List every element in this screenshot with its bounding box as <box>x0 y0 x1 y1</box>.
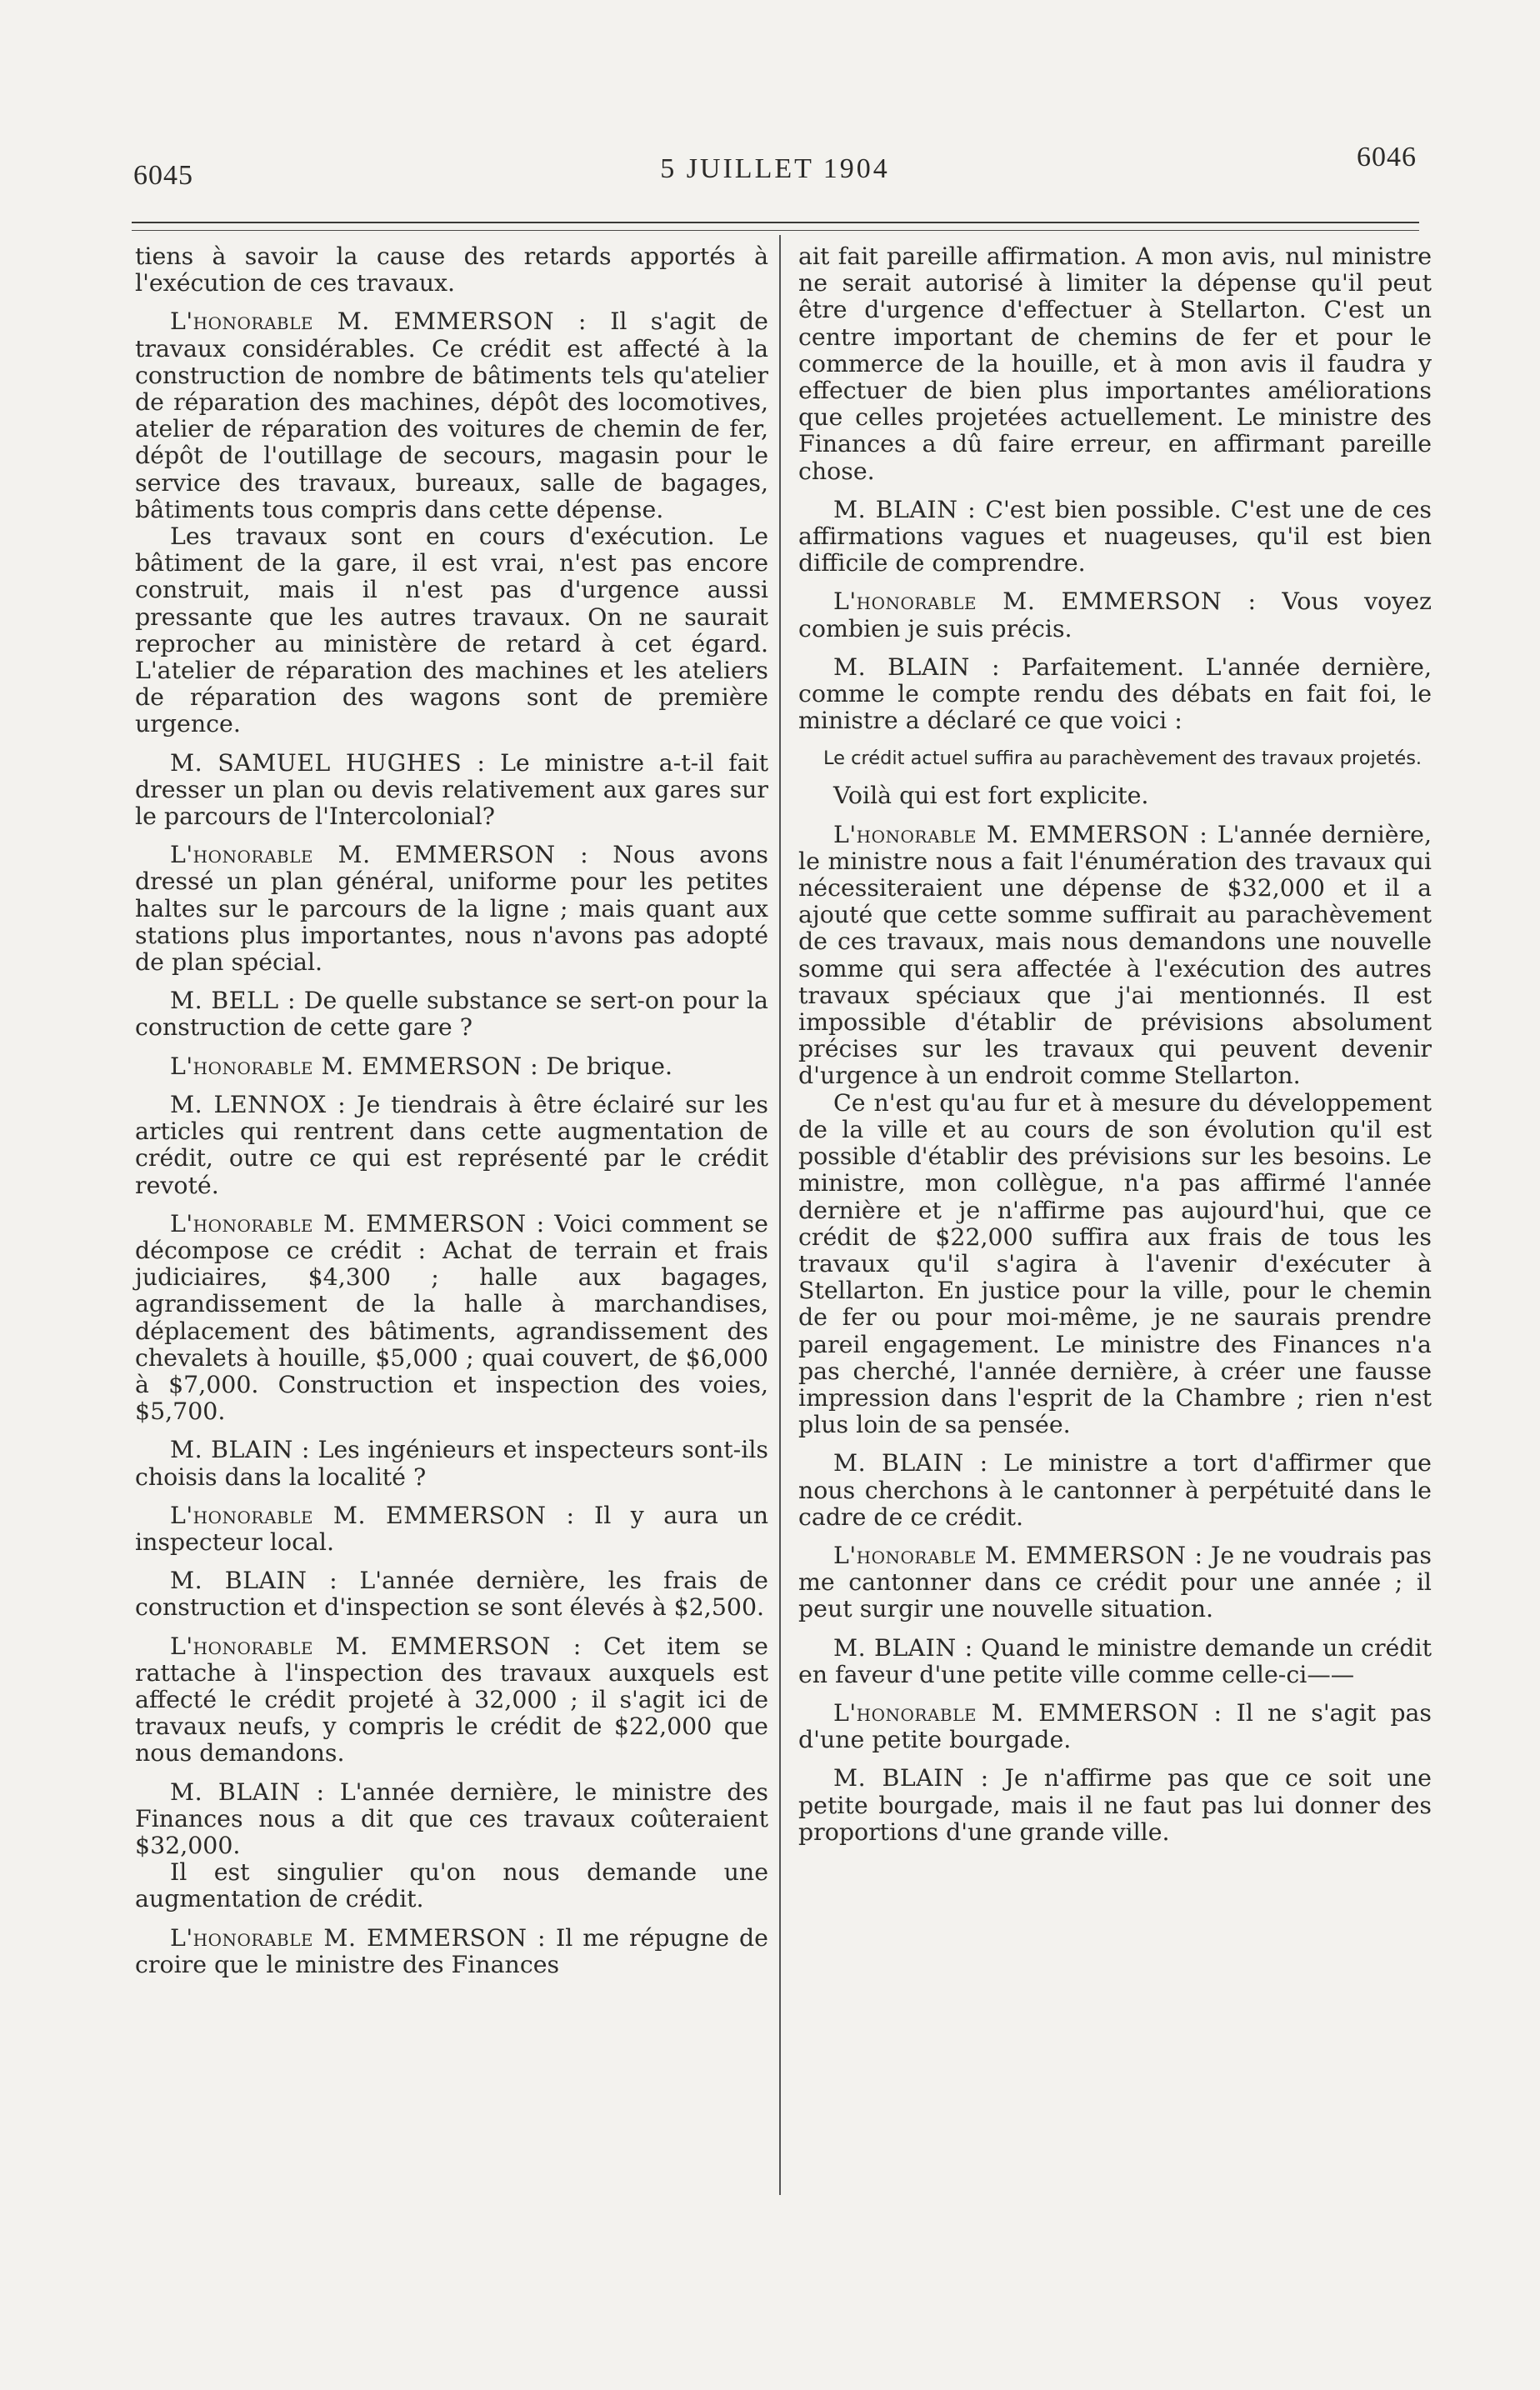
column-divider <box>779 235 781 2195</box>
paragraph: ait fait pareille affirmation. A mon avis, nul ministre ne serait autorisé à limiter la dépense qu'il peut être d'urgence d'effectuer à Stellarton. C'est un centre important de chemins de fer et pour le commerce de la houille, et à mon avis il faudra y effectuer de bien plus importantes améliorations que celles projetées actuellement. Le ministre des Finances a dû faire erreur, en affirmant pareille chose. <box>798 242 1432 485</box>
speaker: L'honorable M. EMMERSON : <box>170 1923 547 1952</box>
speaker: M. BLAIN : <box>170 1567 338 1595</box>
speaker: L'honorable M. EMMERSON : <box>833 820 1208 848</box>
paragraph: Les travaux sont en cours d'exécution. Le bâtiment de la gare, il est vrai, n'est pas encore construit, mais il n'est pas d'urgence aussi pressante que les autres travaux. On ne saurait reprocher au ministère de retard à cet égard. L'atelier de réparation des machines et les ateliers de réparation des wagons sont de première urgence. <box>135 522 768 738</box>
paragraph: M. BLAIN : Quand le ministre demande un crédit en faveur d'une petite ville comme celle-ci—— <box>798 1633 1432 1688</box>
paragraph: L'honorable M. EMMERSON : Il me répugne de croire que le ministre des Finances <box>135 1923 768 1978</box>
page-date: 5 JUILLET 1904 <box>660 153 890 184</box>
paragraph: L'honorable M. EMMERSON : Voici comment se décompose ce crédit : Achat de terrain et frais judiciaires, $4,300 ; halle aux bagages, agrandissement de la halle à marchandises, déplacement des bâtiments, agrandissement des chevalets à houille, $5,000 ; quai couvert, de $6,000 à $7,000. Construction et inspection des voies, $5,700. <box>135 1209 768 1426</box>
speaker: L'honorable M. EMMERSON : <box>170 1632 582 1660</box>
speaker: M. SAMUEL HUGHES : <box>170 748 486 777</box>
speaker: M. LENNOX : <box>170 1090 347 1118</box>
paragraph: M. BLAIN : Les ingénieurs et inspecteurs sont-ils choisis dans la localité ? <box>135 1436 768 1491</box>
paragraph: M. LENNOX : Je tiendrais à être éclairé sur les articles qui rentrent dans cette augmentation de crédit, outre ce qui est représenté par le crédit revoté. <box>135 1090 768 1199</box>
speaker: M. BLAIN : <box>170 1778 325 1806</box>
right-column <box>798 243 1432 1858</box>
page-number-left: 6045 <box>133 160 193 191</box>
paragraph: L'honorable M. EMMERSON : Il y aura un inspecteur local. <box>135 1501 769 1556</box>
quotation: Le crédit actuel suffira au parachèvement des travaux projetés. <box>823 748 1422 770</box>
paragraph: M. BLAIN : L'année dernière, les frais de construction et d'inspection se sont élevés à $2,500. <box>135 1567 768 1622</box>
paragraph: Il est singulier qu'on nous demande une augmentation de crédit. <box>135 1858 768 1913</box>
header-rule-thin <box>132 230 1419 231</box>
paragraph: L'honorable M. EMMERSON : Vous voyez combien je suis précis. <box>798 588 1432 642</box>
paragraph: Ce n'est qu'au fur et à mesure du développement de la ville et au cours de son évolution qu'il est possible d'établir des prévisions sur les besoins. Le ministre, mon collègue, n'a pas affirmé l'année dernière et je n'affirme pas aujourd'hui, que ce crédit de $22,000 suffira aux frais de tous les travaux qu'il s'agira à l'avenir d'exécuter à Stellarton. En justice pour la ville, pour le chemin de fer ou pour moi-même, je ne saurais prendre pareil engagement. Le ministre des Finances n'a pas cherché, l'année dernière, à créer une fausse impression dans l'esprit de la Chambre ; rien n'est plus loin de sa pensée. <box>798 1088 1432 1439</box>
paragraph: M. BLAIN : C'est bien possible. C'est une de ces affirmations vagues et nuageuses, qu'il est bien difficile de comprendre. <box>798 495 1432 578</box>
speaker: L'honorable M. EMMERSON : <box>170 1209 545 1238</box>
paragraph: M. BLAIN : Je n'affirme pas que ce soit une petite bourgade, mais il ne faut pas lui donner des proportions d'une grande ville. <box>798 1764 1432 1846</box>
page-number-right: 6046 <box>1357 142 1417 172</box>
speaker: L'honorable M. EMMERSON : <box>833 1698 1222 1727</box>
paragraph: L'honorable M. EMMERSON : Cet item se rattache à l'inspection des travaux auxquels est affecté le crédit projeté à 32,000 ; il s'agit ici de travaux neufs, y compris le crédit de $22,000 que nous demandons. <box>135 1632 768 1768</box>
paragraph: M. BLAIN : L'année dernière, le ministre des Finances nous a dit que ces travaux coûteraient $32,000. <box>135 1778 768 1859</box>
speaker: M. BLAIN : <box>833 1449 988 1478</box>
paragraph: Voilà qui est fort explicite. <box>833 782 1149 810</box>
paragraph: L'honorable M. EMMERSON : Il ne s'agit pas d'une petite bourgade. <box>798 1698 1432 1754</box>
paragraph: M. BLAIN : Parfaitement. L'année dernière, comme le compte rendu des débats en fait foi, le ministre a déclaré ce que voici : <box>798 652 1432 735</box>
speaker: L'honorable M. EMMERSON : <box>833 588 1257 616</box>
paragraph: L'honorable M. EMMERSON : Nous avons dressé un plan général, uniforme pour les petites haltes sur le parcours de la ligne ; mais quant aux stations plus importantes, nous n'avons pas adopté de plan spécial. <box>135 841 768 977</box>
paragraph: L'honorable M. EMMERSON : Il s'agit de travaux considérables. Ce crédit est affecté à la construction de nombre de bâtiments tels qu'atelier de réparation des machines, dépôt des locomotives, atelier de réparation des voitures de chemin de fer, dépôt de l'outillage de secours, magasin pour le service des travaux, bureaux, salle de bagages, bâtiments tous compris dans cette dépense. <box>135 308 768 523</box>
speaker: L'honorable M. EMMERSON : <box>170 1052 539 1080</box>
speaker: L'honorable M. EMMERSON : <box>170 308 587 336</box>
paragraph: L'honorable M. EMMERSON : De brique. <box>170 1052 672 1080</box>
paragraph: L'honorable M. EMMERSON : L'année dernière, le ministre nous a fait l'énumération des travaux qui nécessiteraient une dépense de $32,000 et il a ajouté que cette somme suffirait au parachèvement de ces travaux, mais nous demandons une nouvelle somme qui sera affectée à l'exécution des autres travaux spéciaux que j'ai mentionnés. Il est impossible d'établir de prévisions absolument précises sur les travaux qui peuvent devenir d'urgence à un endroit comme Stellarton. <box>798 820 1432 1090</box>
paragraph: M. BLAIN : Le ministre a tort d'affirmer que nous cherchons à le cantonner à perpétuité dans le cadre de ce crédit. <box>798 1449 1432 1531</box>
speaker: M. BLAIN : <box>170 1436 310 1464</box>
left-column <box>135 243 768 1990</box>
speaker: L'honorable M. EMMERSON : <box>170 841 589 869</box>
speaker: L'honorable M. EMMERSON : <box>170 1501 575 1529</box>
speaker: M. BLAIN : <box>833 1764 989 1792</box>
page-header <box>133 142 1417 200</box>
header-rule-thick <box>132 222 1419 223</box>
speaker: M. BLAIN : <box>833 652 1001 681</box>
speaker: L'honorable M. EMMERSON : <box>833 1541 1203 1569</box>
paragraph: M. SAMUEL HUGHES : Le ministre a-t-il fait dresser un plan ou devis relativement aux gares sur le parcours de l'Intercolonial? <box>135 748 768 831</box>
paragraph: tiens à savoir la cause des retards apportés à l'exécution de ces travaux. <box>135 242 768 298</box>
paragraph: M. BELL : De quelle substance se sert-on pour la construction de cette gare ? <box>135 987 768 1042</box>
paragraph: L'honorable M. EMMERSON : Je ne voudrais pas me cantonner dans ce crédit pour une année ; il peut surgir une nouvelle situation. <box>798 1541 1432 1623</box>
speaker: M. BLAIN : <box>833 495 977 523</box>
speaker: M. BELL : <box>170 987 297 1015</box>
speaker: M. BLAIN : <box>833 1633 973 1662</box>
